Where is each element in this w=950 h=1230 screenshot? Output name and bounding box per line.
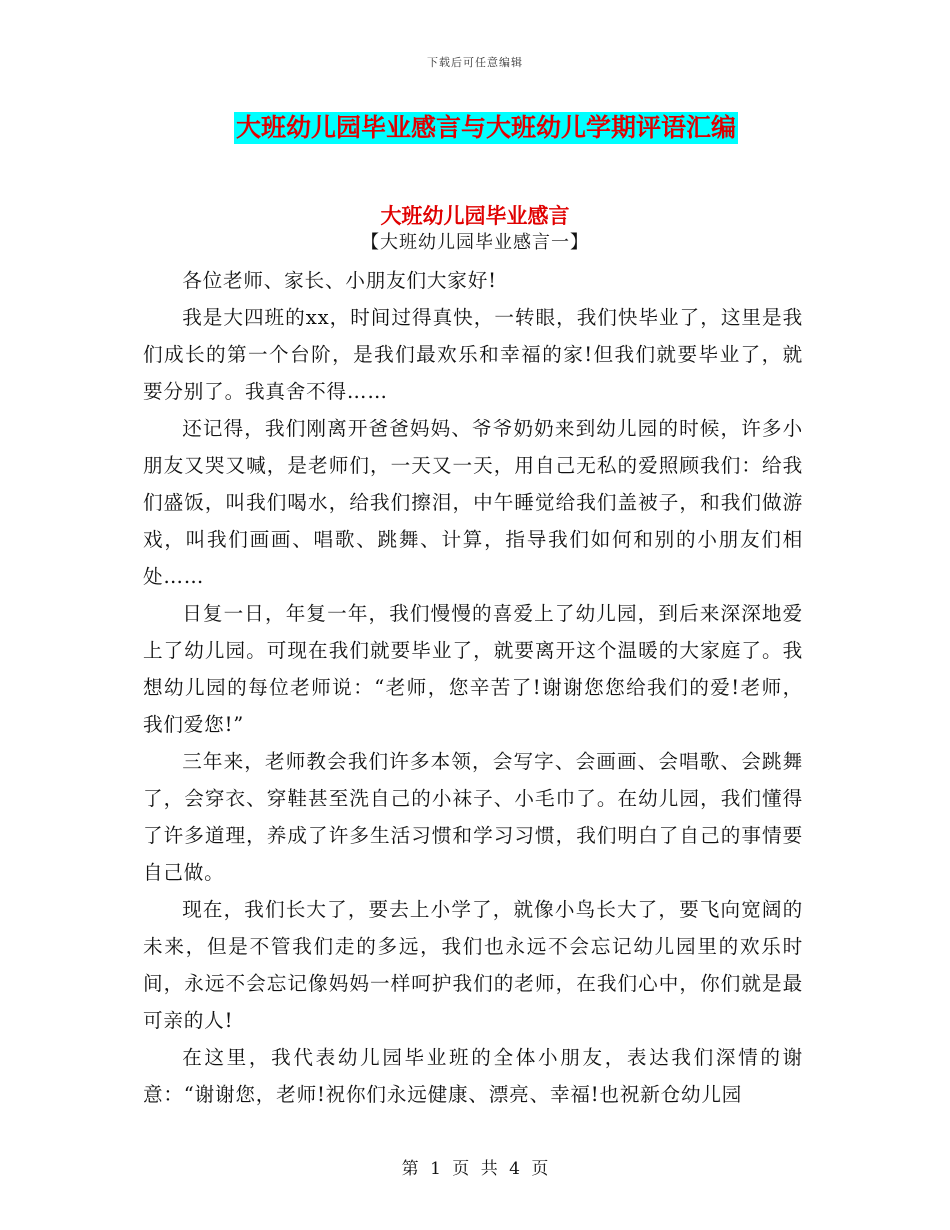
- document-body: [143, 262, 803, 1113]
- paragraph: 还记得，我们刚离开爸爸妈妈、爷爷奶奶来到幼儿园的时候，许多小朋友又哭又喊，是老师们，一天又一天，用自己无私的爱照顾我们：给我们盛饭，叫我们喝水，给我们擦泪，中午睡觉给我们盖被子，和我们做游戏，叫我们画画、唱歌、跳舞、计算，指导我们如何和别的小朋友们相处……: [143, 417, 803, 588]
- paragraph: 各位老师、家长、小朋友们大家好!: [182, 269, 497, 292]
- paragraph: 在这里，我代表幼儿园毕业班的全体小朋友，表达我们深情的谢意：“谢谢您，老师!祝你们永远健康、漂亮、幸福!也祝新仓幼儿园: [143, 1046, 803, 1106]
- paragraph: 日复一日，年复一年，我们慢慢的喜爱上了幼儿园，到后来深深地爱上了幼儿园。可现在我们就要毕业了，就要离开这个温暖的大家庭了。我想幼儿园的每位老师说：“老师，您辛苦了!谢谢您您给我们的爱!老师，我们爱您!”: [143, 602, 803, 736]
- section-title: 大班幼儿园毕业感言: [380, 203, 570, 228]
- paragraph: 现在，我们长大了，要去上小学了，就像小鸟长大了，要飞向宽阔的未来，但是不管我们走的多远，我们也永远不会忘记幼儿园里的欢乐时间，永远不会忘记像妈妈一样呵护我们的老师，在我们心中，你们就是最可亲的人!: [143, 898, 803, 1032]
- page-footer-number: 第 1 页 共 4 页: [401, 1159, 549, 1179]
- paragraph: 三年来，老师教会我们许多本领，会写字、会画画、会唱歌、会跳舞了，会穿衣、穿鞋甚至洗自己的小袜子、小毛巾了。在幼儿园，我们懂得了许多道理，养成了许多生活习惯和学习习惯，我们明白了自己的事情要自己做。: [143, 750, 803, 884]
- section-subtitle: 【大班幼儿园毕业感言一】: [361, 232, 589, 253]
- paragraph: 我是大四班的xx，时间过得真快，一转眼，我们快毕业了，这里是我们成长的第一个台阶，是我们最欢乐和幸福的家!但我们就要毕业了，就要分别了。我真舍不得……: [143, 306, 803, 403]
- document-main-title: 大班幼儿园毕业感言与大班幼儿学期评语汇编: [236, 113, 737, 142]
- page-header-note: 下载后可任意编辑: [427, 56, 523, 69]
